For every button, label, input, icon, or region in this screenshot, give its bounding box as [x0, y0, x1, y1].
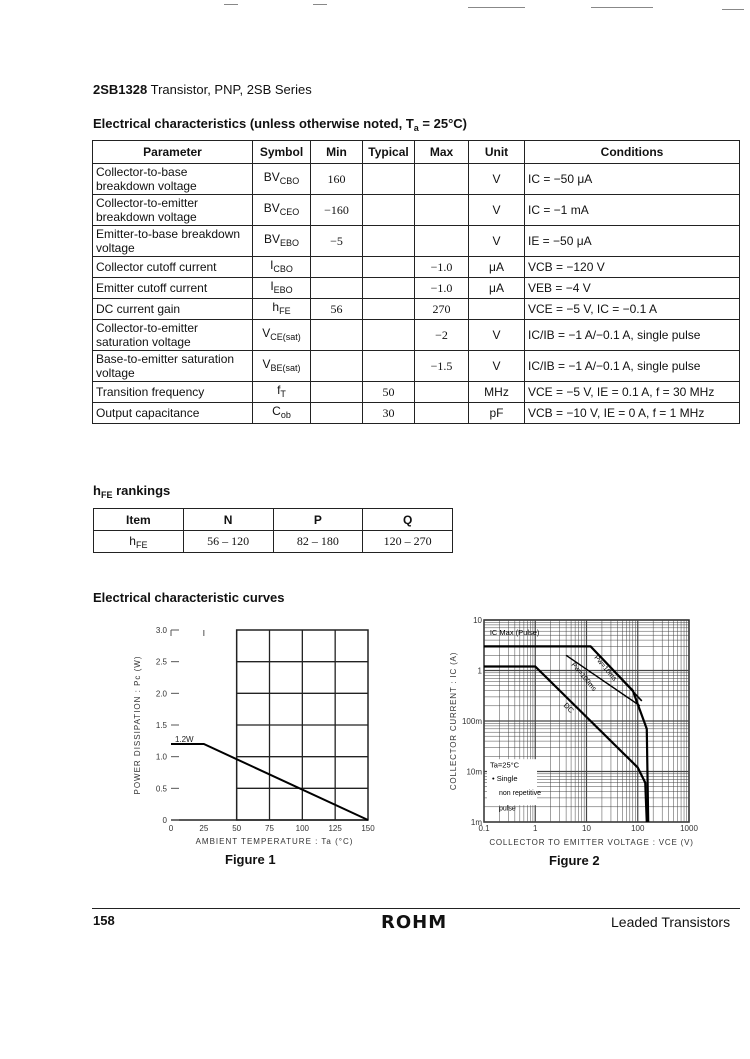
curves-section-title: Electrical characteristic curves: [93, 590, 285, 605]
symbol-subscript: BE(sat): [270, 363, 301, 373]
symbol-cell: [253, 299, 311, 320]
symbol-subscript: CBO: [273, 264, 293, 274]
param-cell: Collector cutoff current: [93, 257, 253, 278]
x-tick-label: 150: [361, 824, 375, 833]
rank-value: 56 – 120: [183, 531, 273, 553]
table-row: [93, 257, 740, 278]
max-cell: [415, 403, 469, 424]
conditions-cell: IC = −1 mA: [525, 195, 740, 226]
annotation-label: Pw=100ms: [569, 661, 598, 693]
max-cell: −1.5: [415, 351, 469, 382]
x-tick-label: 100: [631, 824, 645, 833]
max-cell: [415, 226, 469, 257]
table-row: [93, 382, 740, 403]
conditions-cell: VCE = −5 V, IE = 0.1 A, f = 30 MHz: [525, 382, 740, 403]
symbol-cell: [253, 382, 311, 403]
decor-line: [722, 9, 744, 10]
typ-cell: 30: [363, 403, 415, 424]
max-cell: [415, 382, 469, 403]
symbol-cell: [253, 351, 311, 382]
table-row: [93, 351, 740, 382]
col-header: Item: [94, 509, 184, 531]
symbol-subscript: CE(sat): [270, 332, 301, 342]
table-header-row: [94, 509, 453, 531]
unit-cell: V: [469, 195, 525, 226]
unit-cell: V: [469, 226, 525, 257]
symbol-text: I: [270, 258, 274, 272]
max-cell: −2: [415, 320, 469, 351]
symbol-subscript: CBO: [279, 176, 300, 186]
y-tick-label: 0.5: [155, 784, 167, 794]
min-cell: [311, 320, 363, 351]
min-cell: [311, 351, 363, 382]
y-tick-label: 100m: [461, 717, 482, 726]
typ-cell: [363, 278, 415, 299]
ec-section-title: Electrical characteristics (unless otherwise noted, $T_a = 25^\circ C$): [93, 116, 468, 133]
max-cell: [415, 195, 469, 226]
x-tick-label: 50: [232, 824, 242, 833]
annotation-label: Ta=25°C: [490, 760, 520, 770]
table-row: [93, 403, 740, 424]
figure2-chart: [444, 612, 714, 857]
symbol-cell: [253, 257, 311, 278]
row-label-text: h: [129, 533, 136, 548]
symbol-subscript: CEO: [279, 207, 300, 217]
x-tick-label: 0: [168, 824, 174, 833]
typ-cell: 50: [363, 382, 415, 403]
decor-line: [313, 4, 327, 5]
symbol-text: V: [262, 357, 271, 371]
y-tick-label: 1.0: [155, 752, 167, 762]
page-header: [93, 82, 312, 97]
annotation-label: DC: [561, 700, 576, 715]
x-tick-label: 25: [199, 824, 209, 833]
symbol-text: BV: [263, 170, 280, 184]
x-tick-label: 10: [582, 824, 591, 833]
symbol-cell: [253, 403, 311, 424]
symbol-text: f: [277, 383, 281, 397]
symbol-subscript: T: [280, 389, 286, 399]
electrical-characteristics-table: [92, 140, 740, 424]
col-header: Unit: [469, 141, 525, 164]
min-cell: [311, 403, 363, 424]
unit-cell: V: [469, 164, 525, 195]
param-cell: Emitter cutoff current: [93, 278, 253, 299]
y-tick-label: 3.0: [155, 626, 167, 635]
max-cell: −1.0: [415, 278, 469, 299]
unit-cell: μA: [469, 257, 525, 278]
min-cell: 56: [311, 299, 363, 320]
symbol-subscript: FE: [279, 306, 291, 316]
unit-cell: [469, 299, 525, 320]
col-header: N: [183, 509, 273, 531]
unit-cell: μA: [469, 278, 525, 299]
hfe-section-title: $h_{FE}$ rankings: [93, 483, 171, 500]
unit-cell: V: [469, 351, 525, 382]
conditions-cell: IC/IB = −1 A/−0.1 A, single pulse: [525, 320, 740, 351]
typ-cell: [363, 164, 415, 195]
rank-value: 82 – 180: [273, 531, 363, 553]
table-row: [94, 531, 453, 553]
y-tick-label: 10: [473, 616, 482, 625]
y-tick-label: 1: [477, 666, 482, 676]
max-cell: −1.0: [415, 257, 469, 278]
footer-divider: [92, 908, 740, 909]
figure2-caption: Figure 2: [549, 853, 600, 868]
col-header: Conditions: [525, 141, 740, 164]
symbol-text: I: [270, 279, 274, 293]
table-row: [93, 278, 740, 299]
param-cell: Collector-to-emitter breakdown voltage: [93, 195, 253, 226]
x-tick-label: 1000: [680, 824, 698, 833]
min-cell: −5: [311, 226, 363, 257]
page-number: 158: [93, 913, 115, 928]
annotation-label: • Single: [492, 773, 518, 783]
symbol-cell: [253, 226, 311, 257]
param-cell: Output capacitance: [93, 403, 253, 424]
table-row: [93, 320, 740, 351]
table-row: [93, 226, 740, 257]
symbol-text: BV: [263, 201, 280, 215]
x-tick-label: 125: [328, 824, 342, 833]
x-axis-label: AMBIENT TEMPERATURE : Ta (°C): [195, 837, 354, 846]
rank-value: 120 – 270: [363, 531, 453, 553]
min-cell: −160: [311, 195, 363, 226]
col-header: Typical: [363, 141, 415, 164]
annotation-label: 1.2W: [174, 735, 194, 744]
min-cell: [311, 278, 363, 299]
x-tick-label: 0.1: [478, 824, 490, 833]
hfe-rankings-table: [93, 508, 453, 553]
y-tick-label: 2.0: [155, 689, 167, 699]
col-header: Min: [311, 141, 363, 164]
symbol-subscript: EBO: [280, 238, 300, 248]
symbol-text: BV: [263, 232, 280, 246]
typ-cell: [363, 320, 415, 351]
param-cell: Collector-to-base breakdown voltage: [93, 164, 253, 195]
symbol-text: V: [262, 326, 271, 340]
min-cell: 160: [311, 164, 363, 195]
typ-cell: [363, 351, 415, 382]
param-cell: Emitter-to-base breakdown voltage: [93, 226, 253, 257]
table-header-row: [93, 141, 740, 164]
conditions-cell: VCB = −10 V, IE = 0 A, f = 1 MHz: [525, 403, 740, 424]
y-tick-label: 1m: [470, 818, 482, 827]
x-tick-label: 75: [265, 824, 274, 833]
conditions-cell: IC/IB = −1 A/−0.1 A, single pulse: [525, 351, 740, 382]
col-header: Max: [415, 141, 469, 164]
typ-cell: [363, 299, 415, 320]
x-tick-label: 1: [533, 824, 538, 833]
conditions-cell: VEB = −4 V: [525, 278, 740, 299]
unit-cell: V: [469, 320, 525, 351]
max-cell: 270: [415, 299, 469, 320]
min-cell: [311, 382, 363, 403]
col-header: P: [273, 509, 363, 531]
decor-line: [468, 7, 525, 8]
symbol-subscript: EBO: [273, 285, 293, 295]
row-label-subscript: FE: [135, 539, 148, 550]
min-cell: [311, 257, 363, 278]
symbol-subscript: ob: [280, 410, 291, 420]
x-tick-label: 100: [295, 824, 310, 833]
conditions-cell: VCB = −120 V: [525, 257, 740, 278]
symbol-text: C: [272, 404, 281, 418]
typ-cell: [363, 257, 415, 278]
unit-cell: MHz: [469, 382, 525, 403]
y-tick-label: 2.5: [155, 657, 167, 667]
rohm-logo: ROHM: [381, 912, 448, 933]
decor-line: [591, 7, 653, 8]
param-cell: Transition frequency: [93, 382, 253, 403]
col-header: Parameter: [93, 141, 253, 164]
annotation-label: non repetitive: [499, 790, 542, 798]
max-cell: [415, 164, 469, 195]
table-row: [93, 164, 740, 195]
y-axis-label: COLLECTOR CURRENT : IC (A): [449, 651, 458, 791]
symbol-cell: [253, 195, 311, 226]
y-tick-label: 10m: [466, 767, 482, 777]
conditions-cell: IC = −50 μA: [525, 164, 740, 195]
col-header: Q: [363, 509, 453, 531]
footer-section-label: Leaded Transistors: [611, 914, 731, 930]
part-number: 2SB1328: [93, 82, 148, 97]
symbol-cell: [253, 164, 311, 195]
param-cell: Collector-to-emitter saturation voltage: [93, 320, 253, 351]
param-cell: Base-to-emitter saturation voltage: [93, 351, 253, 382]
symbol-cell: [253, 278, 311, 299]
unit-cell: pF: [469, 403, 525, 424]
annotation-label: pulse: [499, 805, 516, 813]
y-tick-label: 0: [162, 816, 167, 825]
row-label: [94, 531, 184, 553]
symbol-cell: [253, 320, 311, 351]
y-axis-label: POWER DISSIPATION : Pc (W): [133, 655, 142, 795]
symbol-text: h: [272, 300, 280, 314]
typ-cell: [363, 226, 415, 257]
table-row: [93, 299, 740, 320]
y-tick-label: 1.5: [155, 721, 167, 730]
conditions-cell: IE = −50 μA: [525, 226, 740, 257]
figure1-caption: Figure 1: [225, 852, 276, 867]
table-row: [93, 195, 740, 226]
decor-line: [224, 4, 238, 5]
part-description: Transistor, PNP, 2SB Series: [150, 82, 312, 97]
figure1-chart: [128, 615, 378, 855]
typ-cell: [363, 195, 415, 226]
param-cell: DC current gain: [93, 299, 253, 320]
col-header: Symbol: [253, 141, 311, 164]
conditions-cell: VCE = −5 V, IC = −0.1 A: [525, 299, 740, 320]
annotation-label: Pw=10ms: [592, 654, 618, 683]
x-axis-label: COLLECTOR TO EMITTER VOLTAGE : VCE (V): [489, 838, 694, 847]
annotation-label: IC Max (Pulse): [489, 628, 540, 638]
